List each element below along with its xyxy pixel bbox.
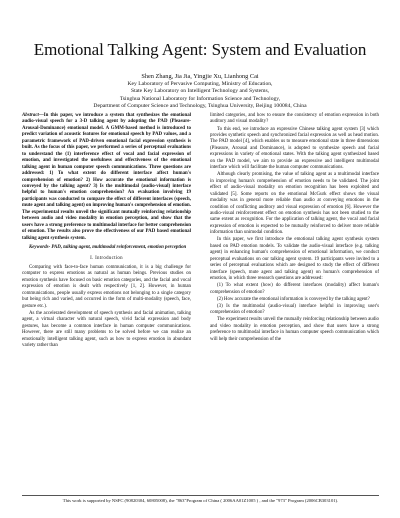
funding-footnote: This work is supported by NSFC (90820304, 60805008), the "863"Program of China ( 2006AA01Z1005 ) , and the "973" Program (2006CB303101). bbox=[62, 498, 339, 503]
keywords-paragraph bbox=[22, 245, 191, 251]
paper-title: Emotional Talking Agent: System and Evaluation bbox=[33, 40, 367, 59]
footnote-divider bbox=[22, 495, 379, 496]
author-names: Shen Zhang, Jia Jia, Yingjie Xu, Lianhong Cai bbox=[141, 73, 259, 80]
body-paragraph: The experiment results unveil the mutually reinforcing relationship between audio and video modality in emotion perception, and show that users have a strong preference to multimodal interface in human computer speech communication which will help their comprehension of the bbox=[210, 317, 379, 342]
abstract-label: Abstract bbox=[22, 113, 39, 118]
body-paragraph: Although clearly promising, the value of talking agent as a multimodal interface in improving human's comprehension of emotion needs to be validated. The joint effect of audio-visual modality on emotion recognition has been exploited and validated [5]. Some reports on the emotional McGurk effect shows the visual modality was in general more reliable than audio at conveying emotions in the condition of conflicting auditory and visual expression of emotion [6]. However the audio-visual reinforcement effect on emotion synthesis has not been studied to the same extent as recognition. For the application of talking agent, the vocal and facial expression of emotion is expected to be mutually reinforced to deliver more reliable information than unimodal condition. bbox=[210, 172, 379, 236]
abstract-text: —In this paper, we introduce a system that synthesizes the emotional audio-visual speech for a 3-D talking agent by adopting the PAD (Pleasure-Arousal-Dominance) emotional model. A GMM-based method is introduced to predict variation of acoustic features for emotional speech by PAD values, and a parametric framework of PAD-driven emotional facial expression synthesis is built. As the focus of this paper, we performed a series of perceptual evaluations to understand the (1) interference effect of vocal and facial expression of emotion, and investigated the usefulness and effectiveness of the emotional talking agent in human computer speech communications. Three questions are addressed: 1) To what extent do different interface affect human's comprehension of emotion? 2) How accurate the emotional information is conveyed by the talking agent? 3) Is the multimodal (audio-visual) interface helpful to human's emotion comprehension? An evaluation involving 19 participants was conducted to compare the effect of different interfaces (speech, mute agent and talking agent) on improving human's comprehension of emotion. The experimental results unveil the significant mutually reinforcing relationship between audio and video modality in emotion perception, and show that the users have a strong preference to multimodal interface for better comprehension of emotion. The results also prove the effectiveness of our PAD based emotional talking agent synthesis system. bbox=[22, 113, 191, 241]
body-paragraph: limited categories, and how to ensure the consistency of emotion expression in both auditory and visual modality? bbox=[210, 113, 379, 125]
affiliation-line: Key Laboratory of Pervasive Computing, Ministry of Education, bbox=[127, 80, 273, 87]
abstract-paragraph bbox=[22, 113, 191, 242]
research-question: (3) Is the multimodal (audio-visual) interface helpful in improving user's comprehension of emotion? bbox=[210, 303, 379, 316]
author-block bbox=[0, 73, 400, 111]
affiliation-line: State Key Laboratory on Intelligent Technology and Systems, bbox=[130, 88, 270, 95]
right-column bbox=[210, 113, 379, 344]
section-heading-introduction: I. Introduction bbox=[90, 255, 123, 261]
body-paragraph: To this end, we introduce an expressive Chinese talking agent system [3] which provides synthetic speech and synchronized facial expression as well as head motion. The PAD model [4], which enables us to measure emotional state in three dimensions (Pleasure, Arousal and Dominance), is adopted to synthesize speech and facial expressions in variety of emotional states. With the talking agent synthesized based on the PAD model, we aim to provide an expressive and intelligent multimodal interface which will facilitate the human computer communications. bbox=[210, 126, 379, 171]
body-paragraph: In this paper, we first introduce the emotional talking agent synthesis system based on PAD emotion models. To validate the audio-visual interface (e.g. talking agent) in enhancing human's comprehension of emotional information, we conduct perceptual evaluations on our talking agent system. 19 participants were invited to a series of perceptual evaluations which are designed to study the effect of different interface (speech, mute agent and talking agent) on human's comprehension of emotion, in which three research questions are addressed: bbox=[210, 237, 379, 282]
body-paragraph: As the accelerated development of speech synthesis and facial animation, talking agent, a virtual character with natural speech, vivid facial expression and body gestures, has become a common interface in human computer communications. However, there are still many problems to be solved before we can realize an emotionally intelligent talking agent, such as how to express emotion in abundant variety rather than bbox=[22, 310, 191, 348]
keywords-label: Keywords- bbox=[29, 245, 51, 251]
research-question: (1) To what extent (how) do different interfaces (modality) affect human's comprehension of emotion? bbox=[210, 283, 379, 295]
affiliation-line: Department of Computer Science and Technology, Tsinghua University, Beijing 100084, China bbox=[93, 103, 307, 110]
left-column bbox=[22, 113, 191, 350]
research-question: (2) How accurate the emotional information is conveyed by the talking agent? bbox=[217, 296, 370, 302]
keywords-text: PAD, talking agent, multimodal reinforcement, emotion perception bbox=[50, 245, 187, 251]
affiliation-line: Tsinghua National Laboratory for Information Science and Technology, bbox=[119, 95, 281, 102]
body-paragraph: Comparing with face-to-face human communication, it is a big challenge for computer to express emotions as natural as human beings. Previous studies on emotion synthesis have focused on basic emotion categories, and the facial and vocal expression of emotion is dealt with respectively [1, 2]. However, in human communications, people usually express emotions not belonging to a single category but being rich and varied, and occurred in the form of multi-modality (speech, face, gesture etc.). bbox=[22, 264, 191, 309]
